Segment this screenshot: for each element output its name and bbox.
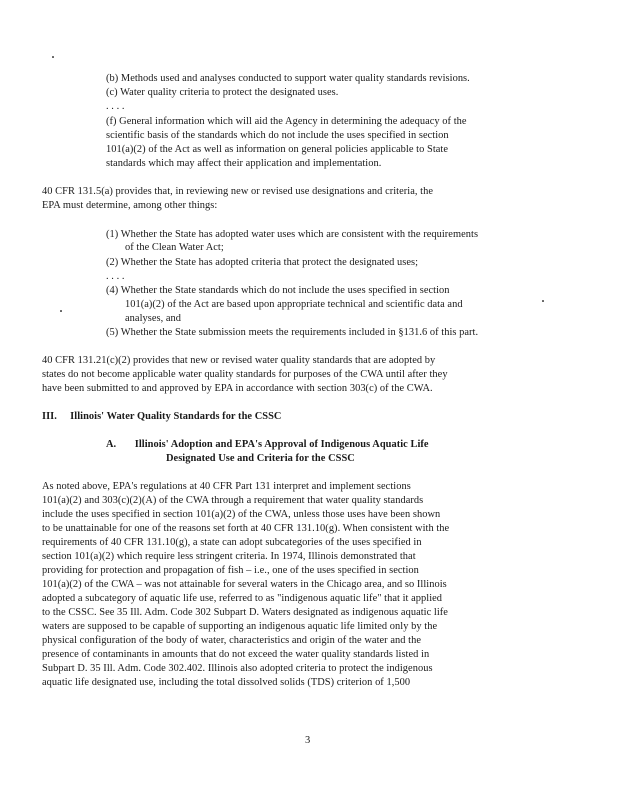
section-heading: III. Illinois' Water Quality Standards for the CSSC	[42, 411, 282, 422]
text-line: physical configuration of the body of water, characteristics and origin of the water and the	[42, 635, 421, 646]
text-line: scientific basis of the standards which do not include the uses specified in section	[106, 130, 449, 141]
text-line: states do not become applicable water quality standards for purposes of the CWA until after they	[42, 369, 448, 380]
text-line: to the CSSC. See 35 Ill. Adm. Code 302 Subpart D. Waters designated as indigenous aquatic life	[42, 607, 448, 618]
text-line: requirements of 40 CFR 131.10(g), a state can adopt subcategories of the uses specified in	[42, 537, 422, 548]
text-line: providing for protection and propagation of fish – i.e., one of the uses specified in section	[42, 565, 419, 576]
list-item-continuation: 101(a)(2) of the Act are based upon appropriate technical and scientific data and	[125, 299, 463, 310]
text-line: adopted a subcategory of aquatic life use, referred to as "indigenous aquatic life" that it applied	[42, 593, 443, 604]
text-line: to be unattainable for one of the reasons set forth at 40 CFR 131.10(g). When consistent with the	[42, 523, 450, 534]
list-item-continuation: of the Clean Water Act;	[125, 242, 224, 253]
text-line: include the uses specified in section 101(a)(2) of the CWA, unless those uses have been shown	[42, 509, 441, 520]
list-item-continuation: analyses, and	[125, 313, 182, 324]
text-line: 40 CFR 131.5(a) provides that, in reviewing new or revised use designations and criteria, the	[42, 186, 434, 197]
text-line: 101(a)(2) and 303(c)(2)(A) of the CWA through a requirement that water quality standards	[42, 495, 424, 506]
scan-speck	[52, 56, 54, 58]
subsection-heading-line: A. Illinois' Adoption and EPA's Approval of Indigenous Aquatic Life	[106, 439, 429, 450]
text-line: (f) General information which will aid the Agency in determining the adequacy of the	[106, 116, 467, 127]
text-line: aquatic life designated use, including the total dissolved solids (TDS) criterion of 1,500	[42, 677, 411, 688]
text-line: (b) Methods used and analyses conducted to support water quality standards revisions.	[106, 73, 470, 84]
text-line: Subpart D. 35 Ill. Adm. Code 302.402. Illinois also adopted criteria to protect the indigenous	[42, 663, 433, 674]
list-item: (5) Whether the State submission meets the requirements included in §131.6 of this part.	[106, 327, 479, 338]
text-line: 101(a)(2) of the CWA – was not attainable for several waters in the Chicago area, and so Illinois	[42, 579, 447, 590]
list-item: (1) Whether the State has adopted water uses which are consistent with the requirements	[106, 229, 479, 240]
text-line: standards which may affect their application and implementation.	[106, 158, 382, 169]
scan-speck	[60, 310, 62, 312]
list-item: (4) Whether the State standards which do not include the uses specified in section	[106, 285, 450, 296]
text-line: 101(a)(2) of the Act as well as information on general policies applicable to State	[106, 144, 449, 155]
text-line: EPA must determine, among other things:	[42, 200, 218, 211]
text-line: 40 CFR 131.21(c)(2) provides that new or revised water quality standards that are adopted by	[42, 355, 436, 366]
text-line: (c) Water quality criteria to protect the designated uses.	[106, 87, 339, 98]
ellipsis: . . . .	[106, 271, 125, 282]
list-item: (2) Whether the State has adopted criteria that protect the designated uses;	[106, 257, 419, 268]
scan-speck	[542, 300, 544, 302]
subsection-heading-line: Designated Use and Criteria for the CSSC	[166, 453, 355, 464]
text-line: As noted above, EPA's regulations at 40 CFR Part 131 interpret and implement sections	[42, 481, 411, 492]
text-line: waters are supposed to be capable of supporting an indigenous aquatic life limited only by the	[42, 621, 438, 632]
text-line: have been submitted to and approved by EPA in accordance with section 303(c) of the CWA.	[42, 383, 433, 394]
ellipsis: . . . .	[106, 101, 125, 112]
text-line: section 101(a)(2) which require less stringent criteria. In 1974, Illinois demonstrated that	[42, 551, 416, 562]
text-line: presence of contaminants in amounts that do not exceed the water quality standards listed in	[42, 649, 430, 660]
page-number: 3	[305, 735, 311, 746]
